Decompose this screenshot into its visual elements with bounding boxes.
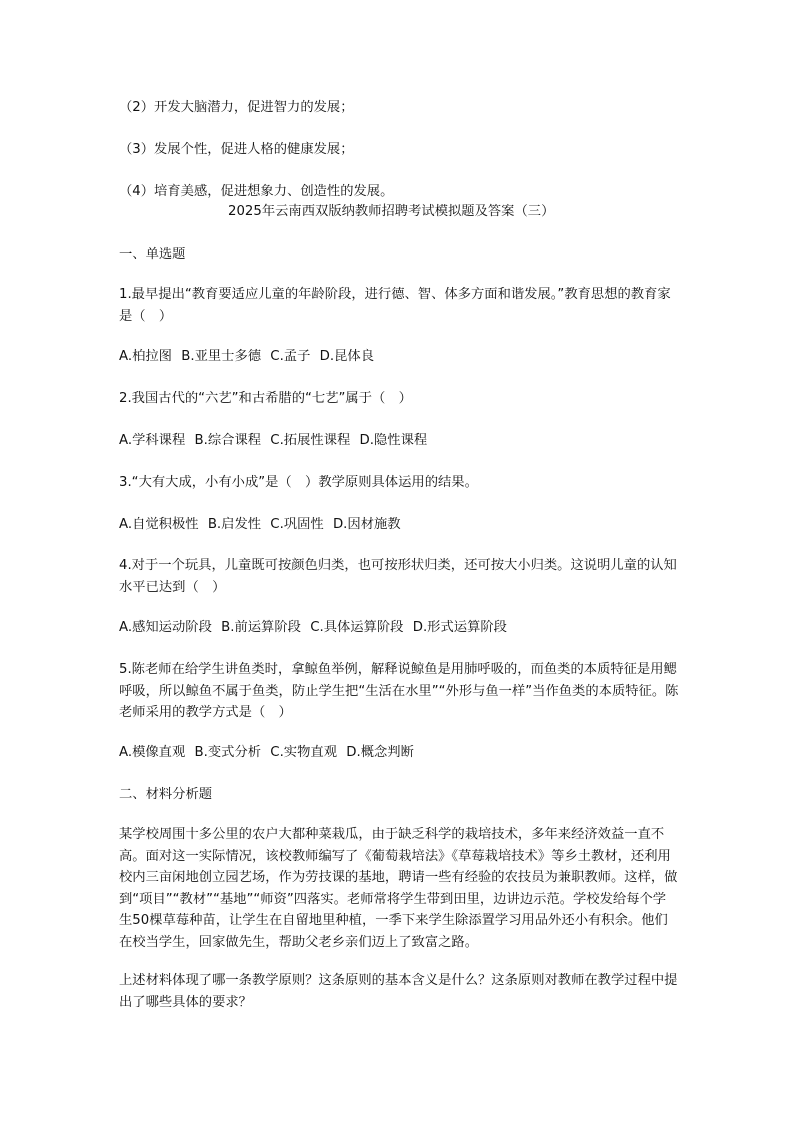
option-a: A.柏拉图 xyxy=(119,349,172,364)
intro-item-2: （2）开发大脑潜力，促进智力的发展； xyxy=(119,100,354,115)
option-b: B.前运算阶段 xyxy=(221,620,301,635)
document-title: 2025年云南西双版纳教师招聘考试模拟题及答案（三） xyxy=(228,204,555,219)
option-c: C.孟子 xyxy=(270,349,311,364)
analysis-question: 上述材料体现了哪一条教学原则？这条原则的基本含义是什么？这条原则对教师在教学过程中提出了哪些具体的要求？ xyxy=(119,973,678,1010)
option-a: A.自觉积极性 xyxy=(119,517,199,532)
option-a: A.学科课程 xyxy=(119,433,186,448)
question-1-options xyxy=(119,346,379,367)
section1-heading: 一、单选题 xyxy=(119,247,186,262)
intro-item-3: （3）发展个性，促进人格的健康发展； xyxy=(119,142,354,157)
option-b: B.变式分析 xyxy=(194,745,262,760)
question-4-stem: 4.对于一个玩具，儿童既可按颜色归类，也可按形状归类，还可按大小归类。这说明儿童的认知水平已达到（ ） xyxy=(119,558,677,595)
question-2-options xyxy=(119,430,432,451)
intro-item-4: （4）培育美感，促进想象力、创造性的发展。 xyxy=(119,184,394,199)
question-3-stem: 3.“大有大成，小有小成”是（ ）教学原则具体运用的结果。 xyxy=(119,475,478,490)
option-d: D.因材施教 xyxy=(332,517,401,532)
option-b: B.启发性 xyxy=(207,517,262,532)
question-5-stem: 5.陈老师在给学生讲鱼类时，拿鲸鱼举例，解释说鲸鱼是用肺呼吸的，而鱼类的本质特征是用鳃呼吸，所以鲸鱼不属于鱼类，防止学生把“生活在水里”“外形与鱼一样”当作鱼类的本质特征。陈老师采用的教学方式是（ ） xyxy=(119,662,679,720)
option-c: C.巩固性 xyxy=(270,517,324,532)
question-5-options xyxy=(119,742,419,763)
option-c: C.拓展性课程 xyxy=(270,433,351,448)
question-1-stem: 1.最早提出“教育要适应儿童的年龄阶段，进行德、智、体多方面和谐发展。”教育思想的教育家是（ ） xyxy=(119,287,671,324)
question-2-stem: 2.我国古代的“六艺”和古希腊的“七艺”属于（ ） xyxy=(119,391,412,406)
option-b: B.综合课程 xyxy=(194,433,262,448)
section2-heading: 二、材料分析题 xyxy=(119,787,213,802)
option-a: A.感知运动阶段 xyxy=(119,620,212,635)
option-d: D.形式运算阶段 xyxy=(412,620,507,635)
option-d: D.昆体良 xyxy=(319,349,374,364)
question-4-options xyxy=(119,617,512,638)
option-d: D.隐性课程 xyxy=(359,433,428,448)
option-c: C.具体运算阶段 xyxy=(310,620,404,635)
question-3-options xyxy=(119,514,406,535)
option-c: C.实物直观 xyxy=(270,745,337,760)
option-d: D.概念判断 xyxy=(346,745,414,760)
option-a: A.模像直观 xyxy=(119,745,186,760)
material-paragraph: 某学校周围十多公里的农户大都种菜栽瓜，由于缺乏科学的栽培技术，多年来经济效益一直不高。面对这一实际情况，该校教师编写了《葡萄栽培法》《草莓栽培技术》等乡土教材，还利用校内三亩闲地创立园艺场，作为劳技课的基地，聘请一些有经验的农技员为兼职教师。这样，做到“项目”“教材”“基地”“师资”四落实。老师常将学生带到田里，边讲边示范。学校发给每个学生50棵草莓种苗，让学生在自留地里种植，一季下来学生除添置学习用品外还小有积余。他们在校当学生，回家做先生，帮助父老乡亲们迈上了致富之路。 xyxy=(119,827,678,950)
option-b: B.亚里士多德 xyxy=(181,349,262,364)
